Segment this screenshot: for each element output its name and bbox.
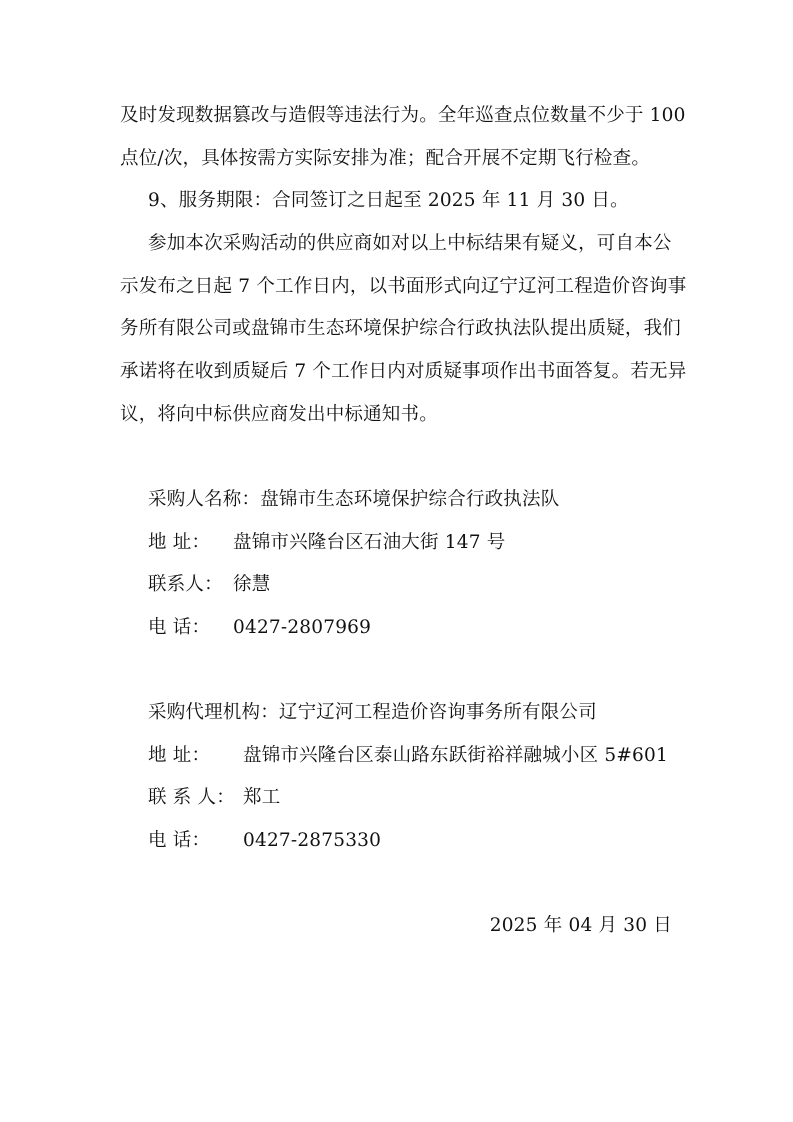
body-line-4: 参加本次采购活动的供应商如对以上中标结果有疑义，可自本公 <box>148 233 672 254</box>
agency-name-value: 辽宁辽河工程造价咨询事务所有限公司 <box>278 702 597 723</box>
agency-name-row <box>148 701 597 725</box>
purchaser-name-row <box>148 488 559 512</box>
service-period-line: 9、服务期限：合同签订之日起至 2025 年 11 月 30 日。 <box>148 190 629 211</box>
agency-phone-value: 0427-2875330 <box>243 830 382 851</box>
agency-name-label: 采购代理机构： <box>148 702 279 723</box>
purchaser-phone-row <box>148 616 371 640</box>
purchaser-phone-label: 电 话： <box>148 617 211 638</box>
agency-contact-value: 郑工 <box>243 787 281 808</box>
purchaser-contact-value: 徐慧 <box>233 574 271 595</box>
body-line-5: 示发布之日起 7 个工作日内，以书面形式向辽宁辽河工程造价咨询事 <box>120 276 687 297</box>
body-line-7: 承诺将在收到质疑后 7 个工作日内对质疑事项作出书面答复。若无异 <box>120 361 687 382</box>
purchaser-phone-value: 0427-2807969 <box>233 617 372 638</box>
agency-address-row <box>148 744 668 768</box>
purchaser-address-value: 盘锦市兴隆台区石油大街 147 号 <box>233 532 506 553</box>
agency-contact-row <box>148 786 280 810</box>
agency-address-label: 地 址： <box>148 745 211 766</box>
body-line-8: 议，将向中标供应商发出中标通知书。 <box>120 404 438 425</box>
body-line-1: 及时发现数据篡改与造假等违法行为。全年巡查点位数量不少于 100 <box>120 105 686 126</box>
purchaser-address-label: 地 址： <box>148 532 211 553</box>
agency-address-value: 盘锦市兴隆台区泰山路东跃街裕祥融城小区 5#601 <box>243 745 668 766</box>
purchaser-contact-label: 联系人： <box>148 574 223 595</box>
purchaser-contact-row <box>148 573 270 597</box>
agency-contact-label: 联 系 人： <box>148 787 235 808</box>
purchaser-address-row <box>148 531 505 555</box>
body-line-2: 点位/次，具体按需方实际安排为准；配合开展不定期飞行检查。 <box>120 148 651 169</box>
body-line-6: 务所有限公司或盘锦市生态环境保护综合行政执法队提出质疑，我们 <box>120 318 682 339</box>
agency-phone-row <box>148 829 381 853</box>
agency-phone-label: 电 话： <box>148 830 211 851</box>
document-date: 2025 年 04 月 30 日 <box>489 915 672 936</box>
purchaser-name-label: 采购人名称： <box>148 489 261 510</box>
purchaser-name-value: 盘锦市生态环境保护综合行政执法队 <box>260 489 560 510</box>
